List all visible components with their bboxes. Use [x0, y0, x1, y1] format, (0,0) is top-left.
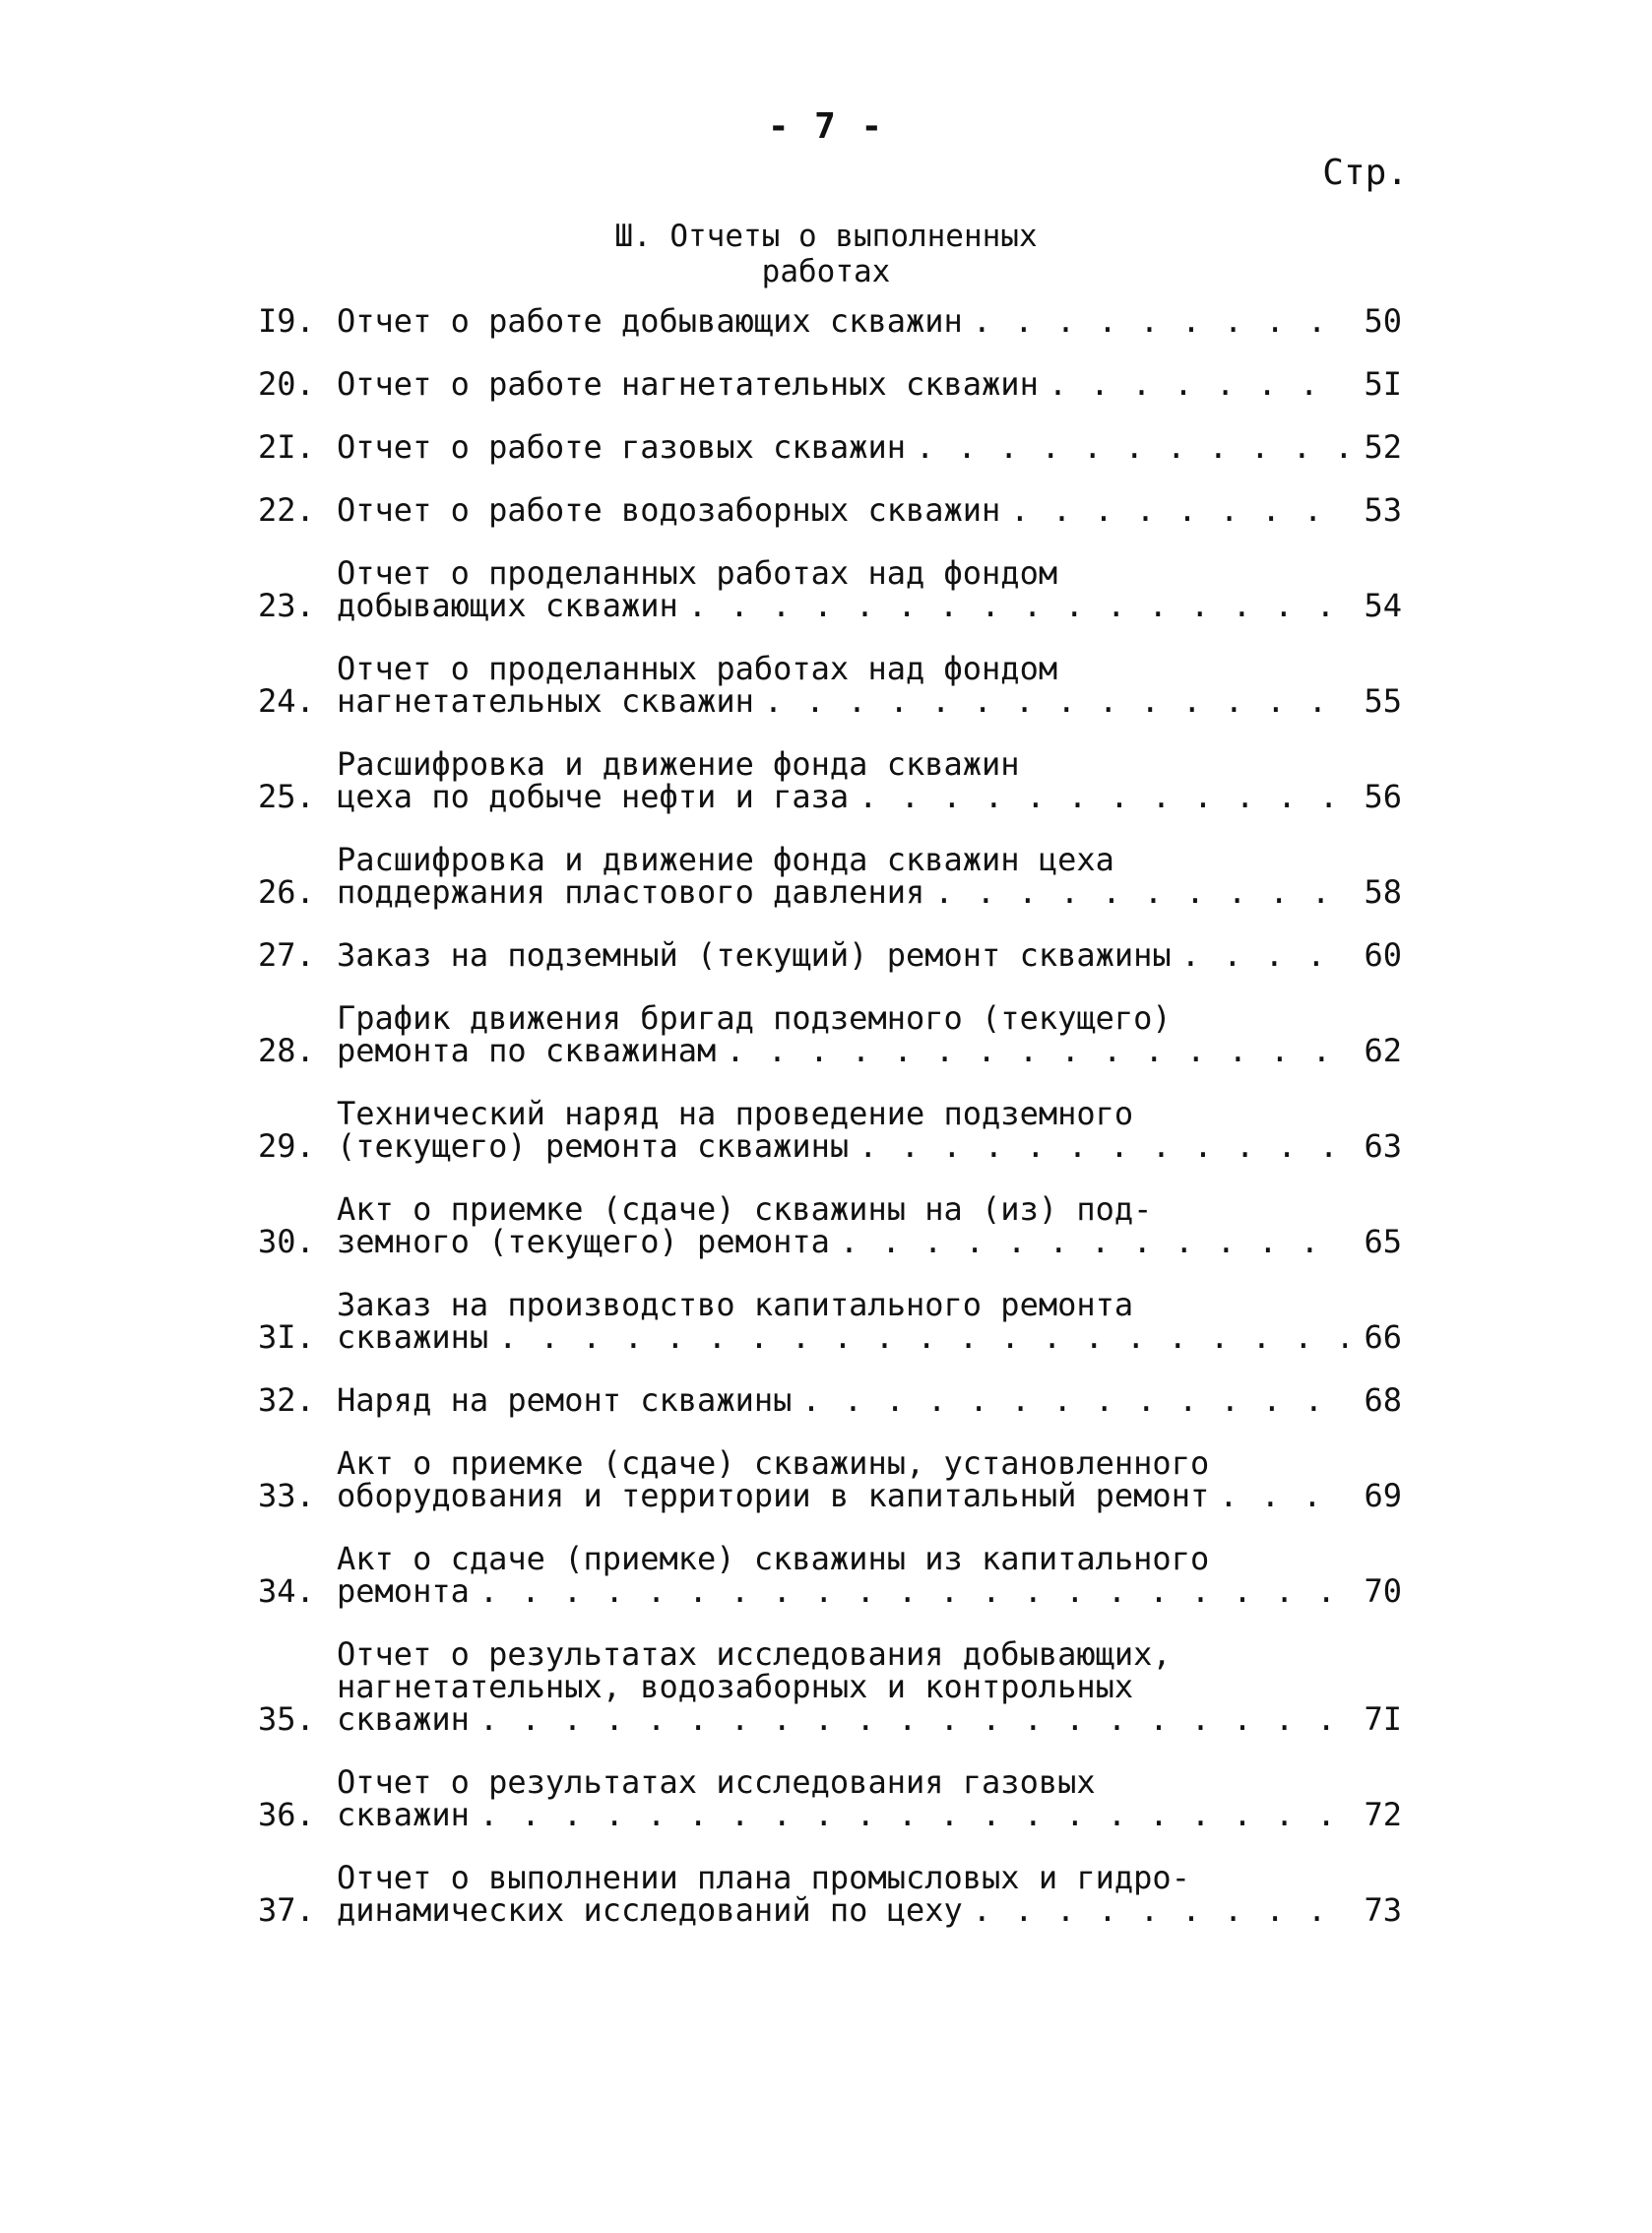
section-title-line: Ш. Отчеты о выполненных	[614, 219, 1038, 254]
entry-last-line	[337, 428, 1402, 466]
entry-page-number: 7I	[1364, 1700, 1402, 1738]
toc-entry	[258, 491, 1402, 529]
page-number: - 7 -	[767, 106, 885, 147]
entry-title-line: добывающих скважин	[337, 587, 678, 624]
entry-number: 30.	[258, 1223, 315, 1260]
entry-page-number: 60	[1364, 936, 1402, 974]
entry-number: 20.	[258, 365, 315, 403]
entry-last-line	[337, 1477, 1402, 1514]
toc-entry	[258, 365, 1402, 403]
entry-number: 28.	[258, 1032, 315, 1069]
dot-leader	[973, 305, 1347, 338]
entry-page-number: 56	[1364, 778, 1402, 815]
entry-page-number: 68	[1364, 1381, 1402, 1419]
entry-page-number: 72	[1364, 1796, 1402, 1833]
entry-number: 37.	[258, 1891, 315, 1929]
entry-title-line: (текущего) ремонта скважины	[337, 1127, 850, 1165]
entry-title-line: Отчет о результатах исследования газовых	[337, 1763, 1096, 1801]
entry-number: I9.	[258, 302, 315, 340]
toc-entry	[258, 1286, 1402, 1356]
section-title-line: работах	[761, 254, 891, 289]
entry-body	[337, 1286, 1402, 1356]
table-of-contents	[258, 302, 1402, 1957]
entry-last-line	[337, 491, 1402, 529]
entry-last-line	[337, 1127, 1402, 1165]
entry-title-line: нагнетательных скважин	[337, 682, 754, 720]
toc-entry	[258, 1635, 1402, 1738]
entry-title-line: Отчет о выполнении плана промысловых и гидро-	[337, 1859, 1190, 1896]
entry-title-line: нагнетательных, водозаборных и контрольных	[337, 1668, 1134, 1705]
entry-page-number: 65	[1364, 1223, 1402, 1260]
entry-title-line: скважин	[337, 1700, 470, 1738]
entry-last-line	[337, 1223, 1402, 1260]
dot-leader	[1219, 1480, 1347, 1512]
entry-last-line	[337, 1572, 1402, 1610]
dot-leader	[1010, 494, 1347, 527]
entry-page-number: 70	[1364, 1572, 1402, 1610]
entry-title-line: Отчет о работе нагнетательных скважин	[337, 365, 1039, 403]
toc-entry	[258, 554, 1402, 624]
entry-page-number: 53	[1364, 491, 1402, 529]
dot-leader	[764, 685, 1347, 718]
entry-number: 34.	[258, 1572, 315, 1610]
toc-entry	[258, 936, 1402, 974]
entry-number: 32.	[258, 1381, 315, 1419]
dot-leader	[858, 781, 1347, 813]
toc-entry	[258, 1444, 1402, 1514]
entry-body	[337, 841, 1402, 911]
entry-body	[337, 554, 1402, 624]
section-title	[0, 219, 1652, 289]
entry-page-number: 63	[1364, 1127, 1402, 1165]
entry-last-line	[337, 1318, 1402, 1356]
toc-entry	[258, 1095, 1402, 1165]
entry-body	[337, 1540, 1402, 1610]
toc-entry	[258, 1763, 1402, 1833]
dot-leader	[858, 1130, 1347, 1163]
entry-last-line	[337, 302, 1402, 340]
entry-number: 29.	[258, 1127, 315, 1165]
entry-body	[337, 491, 1402, 529]
entry-last-line	[337, 1381, 1402, 1419]
dot-leader	[479, 1575, 1347, 1608]
entry-page-number: 5I	[1364, 365, 1402, 403]
entry-number: 27.	[258, 936, 315, 974]
toc-entry	[258, 650, 1402, 720]
entry-title-line: Расшифровка и движение фонда скважин цеха	[337, 841, 1114, 878]
toc-entry	[258, 1190, 1402, 1260]
entry-number: 35.	[258, 1700, 315, 1738]
entry-title-line: Технический наряд на проведение подземного	[337, 1095, 1134, 1132]
toc-entry	[258, 1859, 1402, 1929]
entry-number: 22.	[258, 491, 315, 529]
dot-leader	[688, 590, 1347, 622]
entry-number: 33.	[258, 1477, 315, 1514]
entry-number: 3I.	[258, 1318, 315, 1356]
entry-last-line	[337, 365, 1402, 403]
entry-number: 36.	[258, 1796, 315, 1833]
entry-title-line: Отчет о проделанных работах над фондом	[337, 650, 1058, 687]
page-column-header: Стр.	[1322, 153, 1408, 193]
entry-title-line: График движения бригад подземного (текущего)	[337, 999, 1172, 1037]
entry-page-number: 54	[1364, 587, 1402, 624]
entry-title-line: Акт о приемке (сдаче) скважины, установленного	[337, 1444, 1210, 1482]
entry-last-line	[337, 1891, 1402, 1929]
entry-last-line	[337, 682, 1402, 720]
toc-entry	[258, 1540, 1402, 1610]
entry-page-number: 55	[1364, 682, 1402, 720]
entry-body	[337, 1859, 1402, 1929]
entry-last-line	[337, 1700, 1402, 1738]
dot-leader	[801, 1384, 1347, 1417]
entry-last-line	[337, 1796, 1402, 1833]
entry-title-line: Акт о приемке (сдаче) скважины на (из) под-	[337, 1190, 1153, 1228]
dot-leader	[1048, 368, 1347, 401]
entry-number: 25.	[258, 778, 315, 815]
entry-last-line	[337, 587, 1402, 624]
entry-body	[337, 936, 1402, 974]
entry-body	[337, 999, 1402, 1069]
entry-title-line: Отчет о работе газовых скважин	[337, 428, 906, 466]
entry-body	[337, 1381, 1402, 1419]
dot-leader	[840, 1226, 1347, 1258]
entry-title-line: Отчет о проделанных работах над фондом	[337, 554, 1058, 592]
entry-page-number: 62	[1364, 1032, 1402, 1069]
entry-page-number: 50	[1364, 302, 1402, 340]
entry-body	[337, 745, 1402, 815]
entry-title-line: земного (текущего) ремонта	[337, 1223, 830, 1260]
dot-leader	[479, 1703, 1347, 1736]
toc-entry	[258, 841, 1402, 911]
entry-last-line	[337, 778, 1402, 815]
entry-body	[337, 365, 1402, 403]
entry-body	[337, 1190, 1402, 1260]
entry-number: 26.	[258, 873, 315, 911]
entry-number: 23.	[258, 587, 315, 624]
entry-page-number: 69	[1364, 1477, 1402, 1514]
entry-last-line	[337, 1032, 1402, 1069]
entry-body	[337, 428, 1402, 466]
entry-title-line: ремонта по скважинам	[337, 1032, 717, 1069]
entry-page-number: 66	[1364, 1318, 1402, 1356]
entry-title-line: ремонта	[337, 1572, 470, 1610]
entry-title-line: скважины	[337, 1318, 489, 1356]
entry-title-line: динамических исследований по цеху	[337, 1891, 963, 1929]
dot-leader	[726, 1035, 1347, 1067]
entry-title-line: Отчет о результатах исследования добывающих,	[337, 1635, 1172, 1673]
toc-entry	[258, 302, 1402, 340]
entry-body	[337, 650, 1402, 720]
entry-body	[337, 1635, 1402, 1738]
entry-last-line	[337, 936, 1402, 974]
dot-leader	[934, 876, 1347, 909]
toc-entry	[258, 999, 1402, 1069]
entry-title-line: Заказ на подземный (текущий) ремонт скважины	[337, 936, 1172, 974]
dot-leader	[916, 431, 1347, 464]
entry-title-line: Расшифровка и движение фонда скважин	[337, 745, 1020, 783]
entry-body	[337, 1444, 1402, 1514]
entry-title-line: оборудования и территории в капитальный ремонт	[337, 1477, 1210, 1514]
dot-leader	[973, 1894, 1347, 1927]
entry-number: 24.	[258, 682, 315, 720]
entry-page-number: 58	[1364, 873, 1402, 911]
entry-body	[337, 1095, 1402, 1165]
entry-title-line: Акт о сдаче (приемке) скважины из капитального	[337, 1540, 1210, 1577]
dot-leader	[498, 1321, 1347, 1354]
dot-leader	[479, 1799, 1347, 1831]
entry-page-number: 73	[1364, 1891, 1402, 1929]
entry-title-line: поддержания пластового давления	[337, 873, 925, 911]
entry-body	[337, 302, 1402, 340]
entry-title-line: Наряд на ремонт скважины	[337, 1381, 793, 1419]
entry-title-line: скважин	[337, 1796, 470, 1833]
entry-body	[337, 1763, 1402, 1833]
toc-entry	[258, 1381, 1402, 1419]
toc-entry	[258, 745, 1402, 815]
entry-number: 2I.	[258, 428, 315, 466]
entry-title-line: Отчет о работе добывающих скважин	[337, 302, 963, 340]
toc-entry	[258, 428, 1402, 466]
dot-leader	[1181, 939, 1347, 972]
entry-page-number: 52	[1364, 428, 1402, 466]
entry-last-line	[337, 873, 1402, 911]
entry-title-line: цеха по добыче нефти и газа	[337, 778, 850, 815]
entry-title-line: Заказ на производство капитального ремонта	[337, 1286, 1134, 1323]
entry-title-line: Отчет о работе водозаборных скважин	[337, 491, 1001, 529]
